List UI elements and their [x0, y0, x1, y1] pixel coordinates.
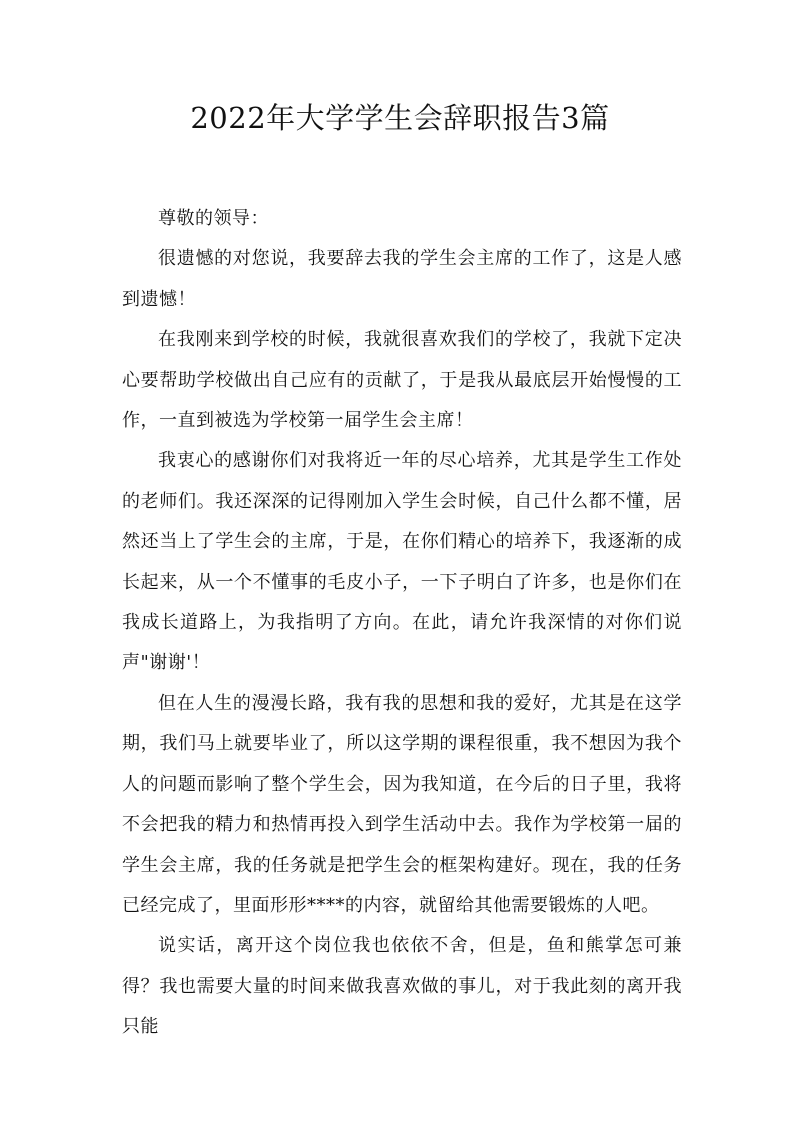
paragraph: 很遗憾的对您说，我要辞去我的学生会主席的工作了，这是人感到遗憾！	[122, 248, 682, 310]
salutation: 尊敬的领导：	[158, 208, 269, 229]
document-title: 2022年大学学生会辞职报告3篇	[190, 101, 610, 135]
paragraph: 说实话，离开这个岗位我也依依不舍，但是，鱼和熊掌怎可兼得？我也需要大量的时间来做我喜欢做的事儿，对于我此刻的离开我只能	[122, 935, 682, 1038]
paragraph: 在我刚来到学校的时候，我就很喜欢我们的学校了，我就下定决心要帮助学校做出自己应有的贡献了，于是我从最底层开始慢慢的工作，一直到被选为学校第一届学生会主席！	[122, 329, 682, 432]
document-body	[122, 199, 682, 1048]
paragraph: 我衷心的感谢你们对我将近一年的尽心培养，尤其是学生工作处的老师们。我还深深的记得刚加入学生会时候，自己什么都不懂，居然还当上了学生会的主席，于是，在你们精心的培养下，我逐渐的成长起来，从一个不懂事的毛皮小子，一下子明白了许多，也是你们在我成长道路上，为我指明了方向。在此，请允许我深情的对你们说声"谢谢'！	[122, 450, 682, 674]
paragraph: 但在人生的漫漫长路，我有我的思想和我的爱好，尤其是在这学期，我们马上就要毕业了，所以这学期的课程很重，我不想因为我个人的问题而影响了整个学生会，因为我知道，在今后的日子里，我将不会把我的精力和热情再投入到学生活动中去。我作为学校第一届的学生会主席，我的任务就是把学生会的框架构建好。现在，我的任务已经完成了，里面形形****的内容，就留给其他需要锻炼的人吧。	[122, 692, 682, 916]
